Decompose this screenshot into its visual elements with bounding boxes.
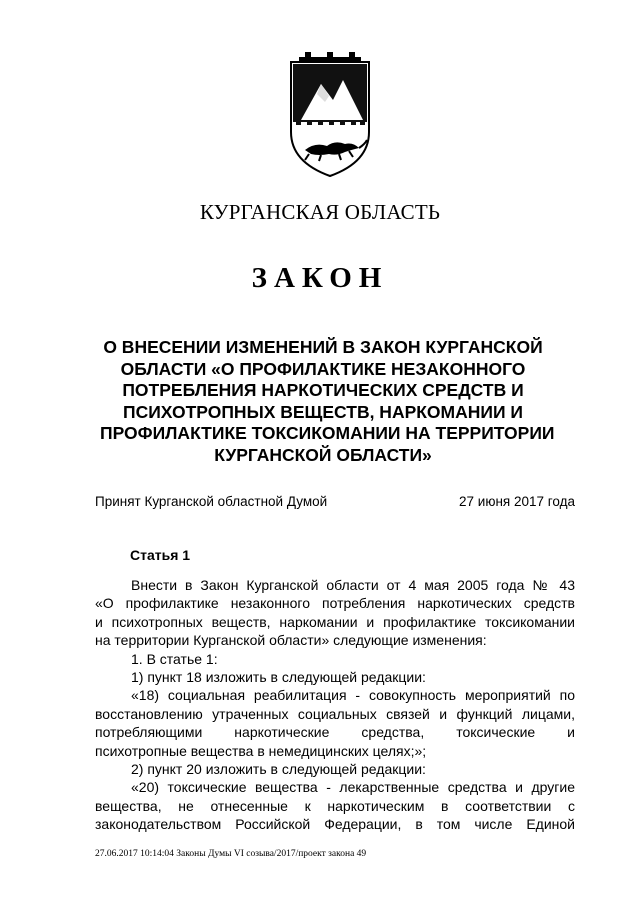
title-line: ОБЛАСТИ «О ПРОФИЛАКТИКЕ НЕЗАКОННОГО bbox=[120, 358, 526, 379]
article-heading: Статья 1 bbox=[130, 547, 191, 563]
body-line: Внести в Закон Курганской области от 4 мая 2005 года № 43 bbox=[131, 577, 575, 593]
body-line: законодательством Российской Федерации, в том числе Единой bbox=[95, 816, 575, 833]
body-line: и психотропных веществ, наркомании и профилактике токсикомании bbox=[95, 613, 575, 630]
title-line: КУРГАНСКОЙ ОБЛАСТИ» bbox=[214, 444, 432, 465]
title-line: О ВНЕСЕНИИ ИЗМЕНЕНИЙ В ЗАКОН КУРГАНСКОЙ bbox=[103, 337, 543, 357]
document-type-heading: ЗАКОН bbox=[251, 262, 389, 294]
body-line: 1. В статье 1: bbox=[131, 650, 218, 667]
body-line: 2) пункт 20 изложить в следующей редакции: bbox=[131, 761, 426, 778]
body-line: «20) токсические вещества - лекарственные средства и другие bbox=[131, 779, 575, 796]
article-body bbox=[95, 576, 575, 834]
body-line: «18) социальная реабилитация - совокупность мероприятий по bbox=[131, 687, 575, 704]
body-line: психотропные вещества в немедицинских целях;»; bbox=[95, 742, 427, 759]
title-line: ПОТРЕБЛЕНИЯ НАРКОТИЧЕСКИХ СРЕДСТВ И bbox=[122, 380, 524, 400]
region-heading: КУРГАНСКАЯ ОБЛАСТЬ bbox=[199, 200, 441, 224]
title-line: ПСИХОТРОПНЫХ ВЕЩЕСТВ, НАРКОМАНИИ И bbox=[122, 401, 523, 422]
body-line: на территории Курганской области» следующие изменения: bbox=[95, 632, 487, 649]
body-line: восстановлению утраченных социальных связей и функций лицами, bbox=[95, 705, 575, 722]
body-line: 1) пункт 18 изложить в следующей редакции: bbox=[131, 669, 426, 686]
law-title bbox=[100, 337, 555, 466]
adopted-by: Принят Курганской областной Думой bbox=[95, 494, 328, 509]
body-line: потребляющими наркотические средства, токсические и bbox=[95, 724, 575, 741]
document-footer: 27.06.2017 10:14:04 Законы Думы VI созыва/2017/проект закона 49 bbox=[95, 849, 367, 859]
body-line: вещества, не отнесенные к наркотическим в соответствии с bbox=[95, 797, 575, 814]
title-line: ПРОФИЛАКТИКЕ ТОКСИКОМАНИИ НА ТЕРРИТОРИИ bbox=[100, 423, 555, 443]
coat-of-arms-emblem bbox=[283, 50, 377, 180]
adoption-date: 27 июня 2017 года bbox=[459, 494, 575, 509]
body-line: «О профилактике незаконного потребления наркотических средств bbox=[95, 595, 575, 612]
